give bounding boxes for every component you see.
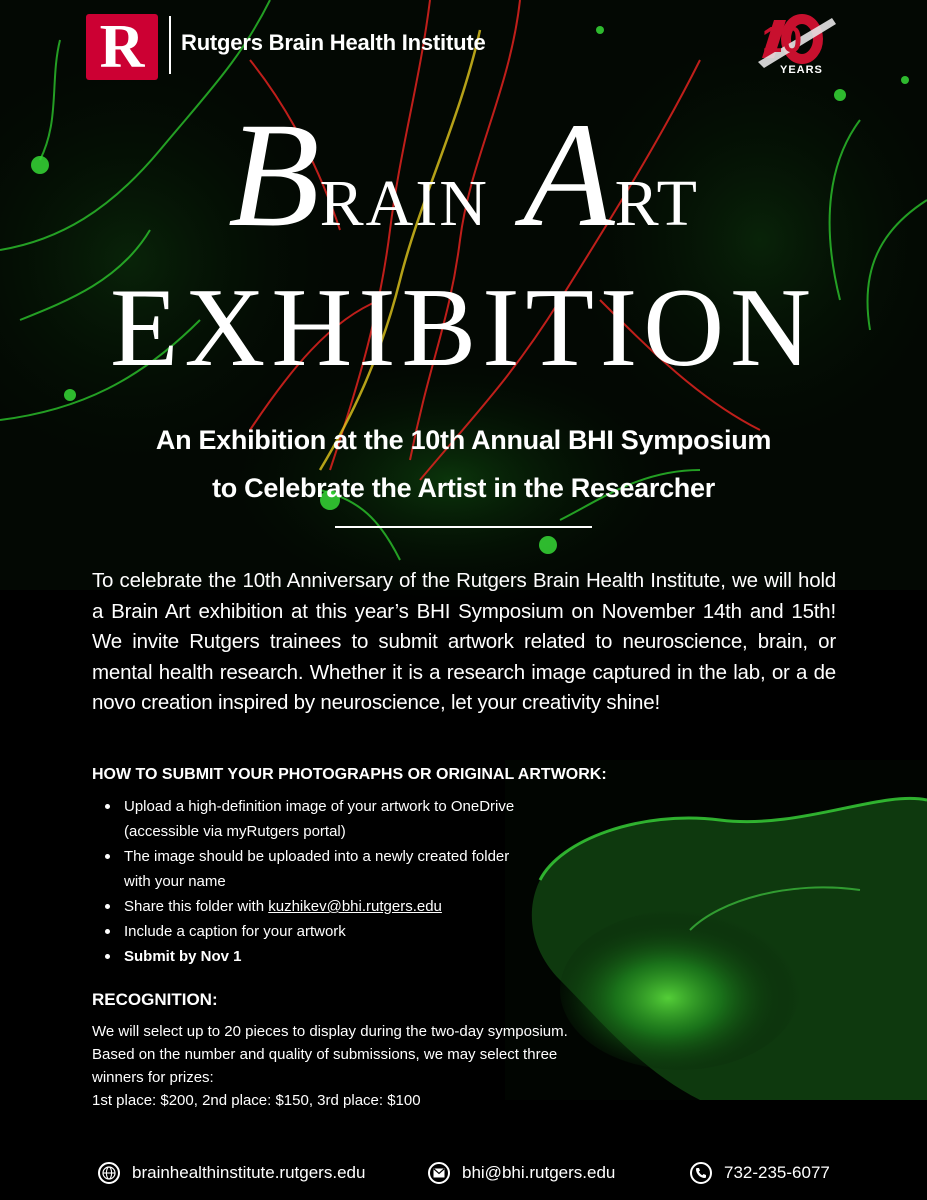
how-to-submit-heading: HOW TO SUBMIT YOUR PHOTOGRAPHS OR ORIGINAL ARTWORK: xyxy=(92,766,607,783)
contact-email-link[interactable]: kuzhikev@bhi.rutgers.edu xyxy=(268,898,442,915)
anniversary-label: YEARS xyxy=(780,64,823,76)
ten-years-badge xyxy=(752,12,840,84)
list-item: Upload a high-definition image of your artwork to OneDrive (accessible via myRutgers portal) xyxy=(100,794,520,844)
logo-divider xyxy=(169,16,171,74)
submission-steps-list xyxy=(100,794,520,969)
rutgers-r-logo: R xyxy=(86,14,158,80)
footer-phone[interactable] xyxy=(690,1160,830,1186)
footer-email[interactable] xyxy=(428,1160,615,1186)
recognition-body xyxy=(92,1020,572,1112)
subtitle-divider xyxy=(335,526,592,528)
intro-paragraph: To celebrate the 10th Anniversary of the Rutgers Brain Health Institute, we will hold a Brain Art exhibition at this year’s BHI Symposium on November 14th and 15th! We invite Rutgers trainees to submit artwork related to neuroscience, brain, or mental health research. Whether it is a research image captured in the lab, or a de novo creation inspired by neuroscience, let your creativity shine! xyxy=(92,569,836,714)
phone-number[interactable]: 732-235-6077 xyxy=(724,1163,830,1182)
envelope-icon xyxy=(428,1162,450,1184)
title-brain-art xyxy=(0,92,927,260)
globe-icon xyxy=(98,1162,120,1184)
subtitle xyxy=(0,416,927,512)
anniversary-number: 10 xyxy=(762,19,803,60)
title-exhibition: EXHIBITION xyxy=(110,266,817,390)
recognition-text: We will select up to 20 pieces to display during the two-day symposium. Based on the number and quality of submissions, we may select three winners for prizes: xyxy=(92,1023,568,1086)
deadline-item: Submit by Nov 1 xyxy=(100,944,520,969)
prize-list: 1st place: $200, 2nd place: $150, 3rd place: $100 xyxy=(92,1092,421,1109)
title-rest-rain: RAIN xyxy=(319,167,489,240)
footer-website[interactable] xyxy=(98,1160,365,1186)
list-item: Include a caption for your artwork xyxy=(100,919,520,944)
email-link[interactable]: bhi@bhi.rutgers.edu xyxy=(462,1163,616,1182)
title-initial-b: B xyxy=(228,92,320,258)
website-link[interactable]: brainhealthinstitute.rutgers.edu xyxy=(132,1163,366,1182)
share-prefix: Share this folder with xyxy=(124,898,269,915)
title-rest-rt: RT xyxy=(614,167,699,240)
title-initial-a: A xyxy=(522,92,615,258)
list-item: The image should be uploaded into a newly created folder with your name xyxy=(100,844,520,894)
subtitle-line-1: An Exhibition at the 10th Annual BHI Symposium xyxy=(155,425,772,455)
org-name: Rutgers Brain Health Institute xyxy=(181,30,486,55)
list-item xyxy=(100,894,520,919)
recognition-heading: RECOGNITION: xyxy=(92,990,218,1009)
subtitle-line-2: to Celebrate the Artist in the Researcher xyxy=(212,473,715,503)
phone-icon xyxy=(690,1162,712,1184)
